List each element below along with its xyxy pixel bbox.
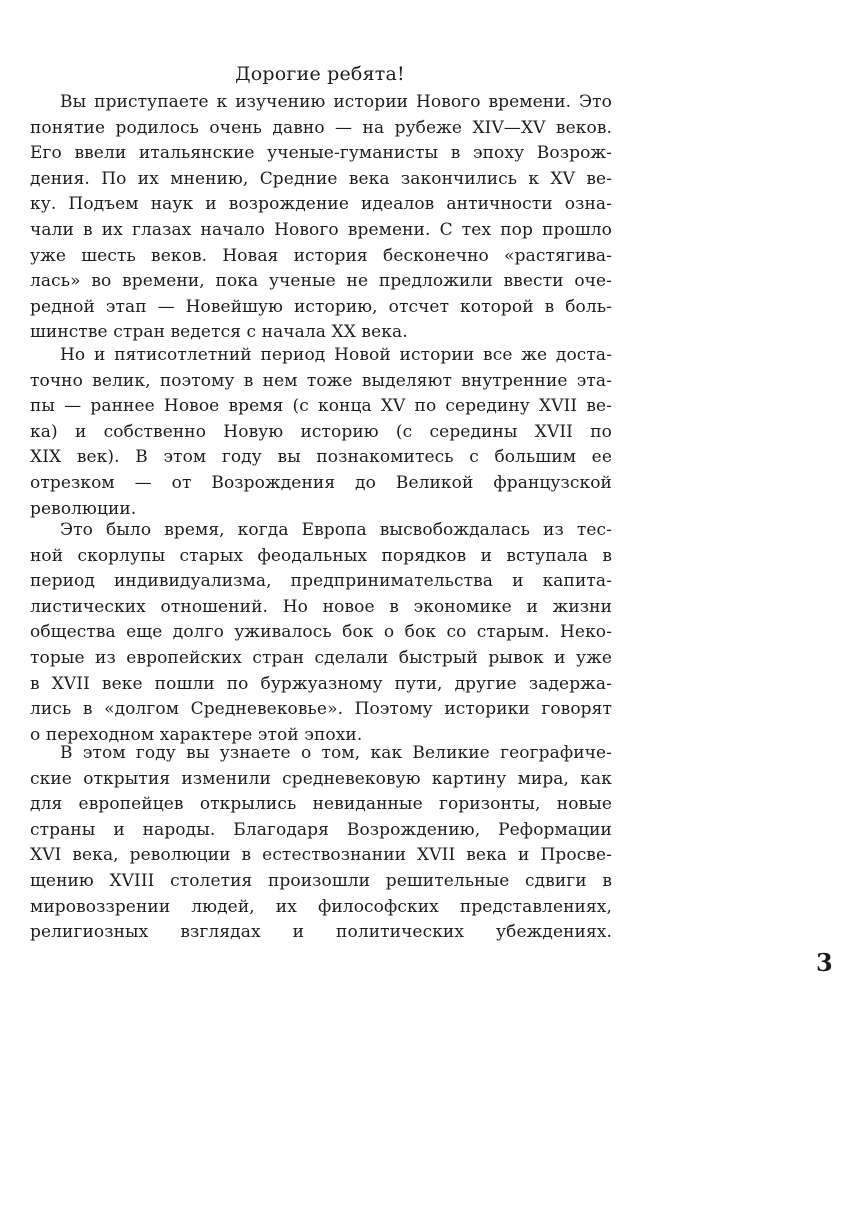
- text-line: уже шесть веков. Новая история бесконечно «растягива-: [30, 245, 612, 266]
- text-line: мировоззрении людей, их философских представлениях,: [30, 896, 612, 917]
- paragraph-2: [30, 343, 612, 522]
- text-line: шинстве стран ведется с начала XX века.: [30, 322, 408, 343]
- paragraph-4: [30, 741, 612, 946]
- text-line: лась» во времени, пока ученые не предложили ввести оче-: [30, 271, 612, 292]
- text-line: ка) и собственно Новую историю (с середины XVII по: [30, 421, 612, 442]
- text-line: период индивидуализма, предпринимательства и капита-: [30, 571, 612, 592]
- page-heading: Дорогие ребята!: [235, 63, 405, 85]
- text-line: Но и пятисотлетний период Новой истории все же доста-: [60, 345, 612, 365]
- text-line: XVI века, революции в естествознании XVII века и Просве-: [30, 845, 612, 866]
- text-line: страны и народы. Благодаря Возрождению, Реформации: [30, 819, 612, 840]
- text-line: революции.: [30, 498, 137, 519]
- page-number: 3: [816, 948, 833, 977]
- text-line: Это было время, когда Европа высвобождалась из тес-: [60, 520, 612, 540]
- paragraph-1: [30, 90, 612, 346]
- text-line: XIX век). В этом году вы познакомитесь с большим ее: [30, 447, 612, 468]
- text-line: дения. По их мнению, Средние века закончились к XV ве-: [30, 168, 612, 189]
- text-line: щению XVIII столетия произошли решительные сдвиги в: [30, 870, 612, 891]
- text-line: пы — раннее Новое время (с конца XV по середину XVII ве-: [30, 396, 612, 417]
- text-line: Его ввели итальянские ученые-гуманисты в эпоху Возрож-: [30, 143, 612, 164]
- text-line: чали в их глазах начало Нового времени. С тех пор прошло: [30, 219, 612, 240]
- text-line: листических отношений. Но новое в экономике и жизни: [30, 596, 612, 617]
- text-line: в XVII веке пошли по буржуазному пути, другие задержа-: [30, 673, 612, 694]
- text-line: религиозных взглядах и политических убеждениях.: [30, 922, 612, 943]
- text-line: для европейцев открылись невиданные горизонты, новые: [30, 794, 612, 815]
- paragraph-3: [30, 518, 612, 748]
- text-line: В этом году вы узнаете о том, как Великие географиче-: [60, 743, 612, 763]
- text-line: отрезком — от Возрождения до Великой французской: [30, 472, 612, 493]
- text-line: понятие родилось очень давно — на рубеже XIV—XV веков.: [30, 117, 612, 138]
- text-line: торые из европейских стран сделали быстрый рывок и уже: [30, 647, 612, 668]
- text-line: Вы приступаете к изучению истории Нового времени. Это: [60, 92, 612, 112]
- text-line: ной скорлупы старых феодальных порядков и вступала в: [30, 545, 612, 566]
- text-line: ские открытия изменили средневековую картину мира, как: [30, 768, 612, 789]
- text-line: ку. Подъем наук и возрождение идеалов античности озна-: [30, 194, 612, 215]
- text-line: лись в «долгом Средневековье». Поэтому историки говорят: [30, 699, 612, 720]
- text-line: общества еще долго уживалось бок о бок со старым. Неко-: [30, 622, 612, 643]
- text-line: точно велик, поэтому в нем тоже выделяют внутренние эта-: [30, 370, 612, 391]
- text-line: о переходном характере этой эпохи.: [30, 724, 363, 745]
- text-line: редной этап — Новейшую историю, отсчет которой в боль-: [30, 296, 612, 317]
